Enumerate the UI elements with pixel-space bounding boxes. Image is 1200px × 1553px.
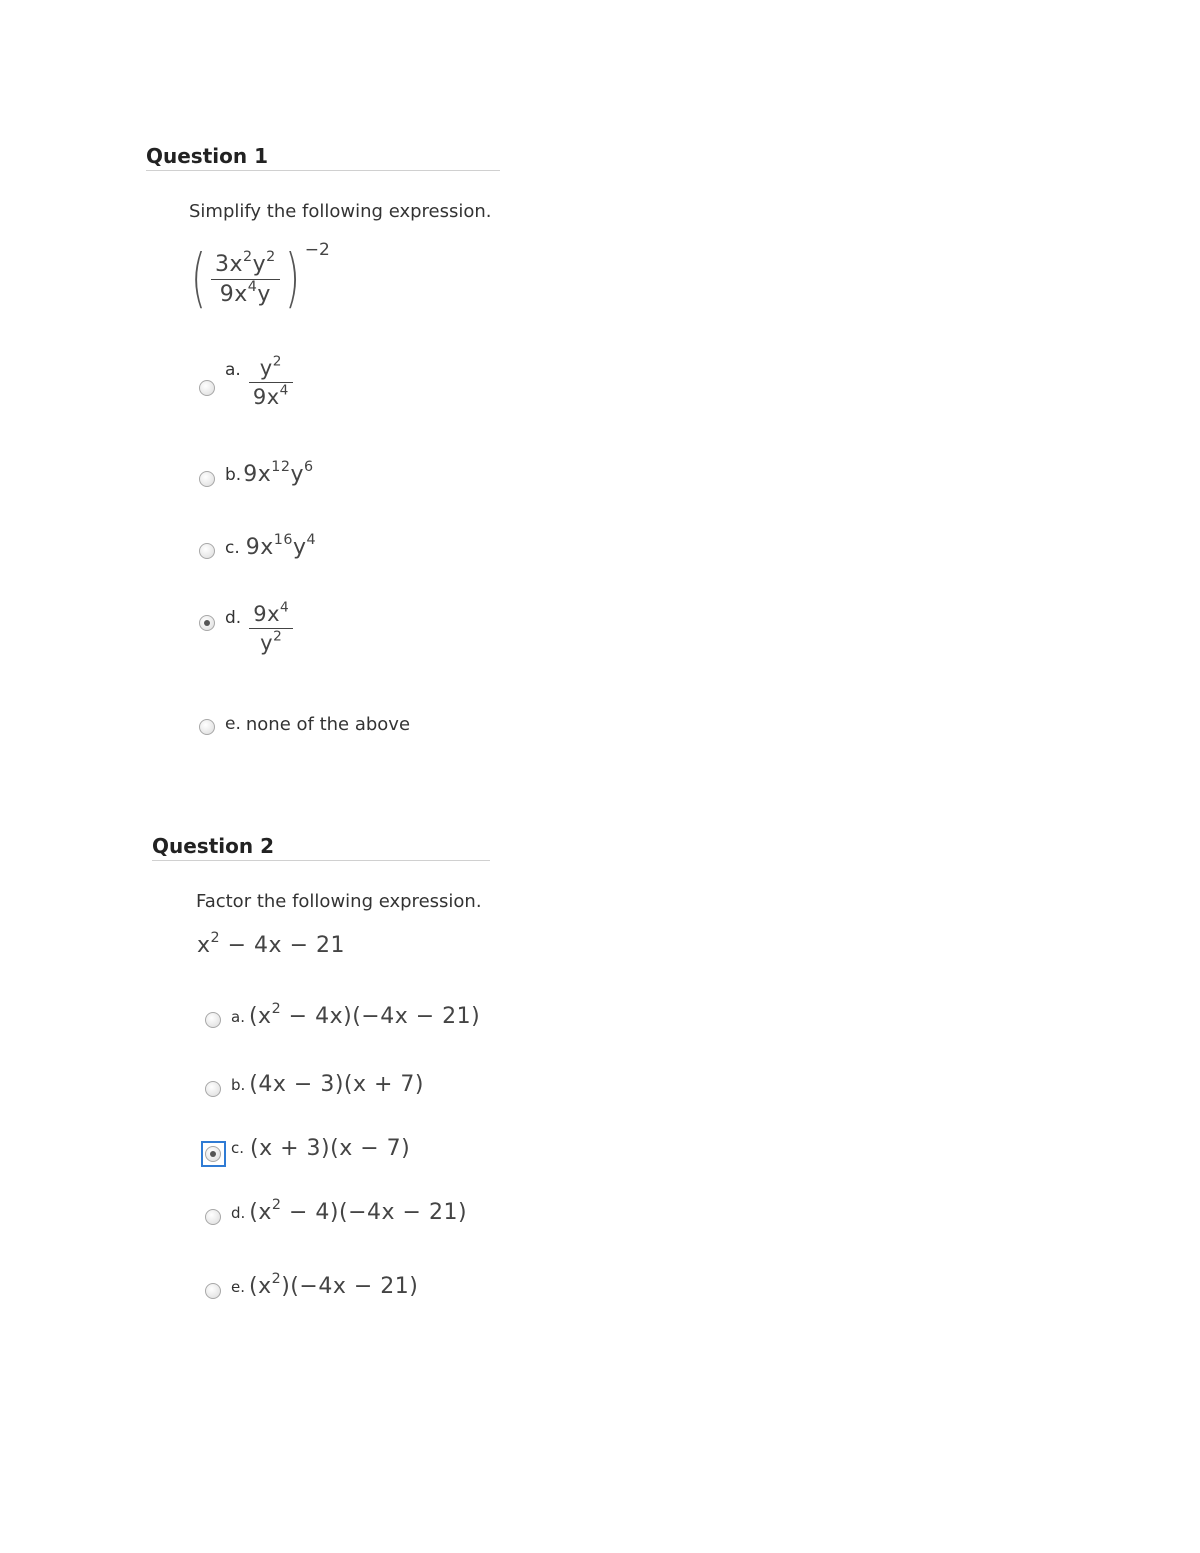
q1-num-exp-y: 2 [266, 248, 276, 265]
q1-option-b-radio[interactable] [199, 471, 215, 487]
q2-option-b-expression: (4x − 3)(x + 7) [249, 1072, 424, 1097]
q1a-den-base: 9x [252, 385, 280, 409]
q1b-base-y: y [290, 462, 304, 487]
q1b-exp-x: 12 [271, 459, 291, 475]
q2-option-b-radio[interactable] [205, 1081, 221, 1097]
q2-option-e[interactable] [205, 1271, 419, 1299]
q2-expr-base: x [197, 933, 211, 958]
q2-option-b-letter: b. [231, 1075, 246, 1094]
q1-option-e-label: none of the above [245, 713, 411, 735]
q1c-exp-x: 16 [273, 532, 293, 548]
q1c-base-x: 9x [245, 535, 274, 560]
q2-option-a-radio[interactable] [205, 1012, 221, 1028]
question-2-title-text: Question 2 [152, 834, 274, 858]
q2-option-c-radio[interactable] [205, 1146, 221, 1162]
q1a-num-base: y [259, 356, 273, 380]
q1-option-a[interactable] [199, 353, 293, 409]
q1-option-a-letter: a. [225, 360, 241, 380]
q1-num-y: y [252, 251, 267, 277]
q1-option-d-letter: d. [225, 608, 242, 628]
q1-option-d-radio[interactable] [199, 615, 215, 631]
question-1-fraction [211, 248, 280, 307]
q1d-num-exp: 4 [280, 599, 290, 616]
q2e-part-1: (x [249, 1274, 272, 1299]
q2-option-e-radio[interactable] [205, 1283, 221, 1299]
q1-option-c-letter: c. [225, 537, 240, 558]
q2-expr-exp: 2 [210, 930, 221, 946]
q1-option-a-fraction [249, 353, 293, 409]
q1c-exp-y: 4 [306, 532, 317, 548]
q2-option-c-letter: c. [231, 1139, 245, 1157]
q2-option-d[interactable] [205, 1197, 468, 1225]
q2-option-c[interactable] [205, 1134, 410, 1162]
q1b-base-x: 9x [243, 462, 272, 487]
question-2-prompt: Factor the following expression. [196, 891, 482, 912]
q2-option-d-letter: d. [231, 1203, 246, 1222]
q1-option-e-letter: e. [225, 714, 241, 734]
q2-option-c-expression: (x + 3)(x − 7) [250, 1135, 411, 1161]
q2d-exp: 2 [271, 1197, 282, 1213]
q1b-exp-y: 6 [303, 459, 314, 475]
q2a-exp: 2 [271, 1001, 282, 1017]
q2-option-e-letter: e. [231, 1277, 245, 1296]
q1-option-c-radio[interactable] [199, 543, 215, 559]
q2d-part-1: (x [249, 1200, 272, 1225]
q1-num-coef: 3x [214, 251, 243, 277]
q1-option-c-expression [245, 532, 317, 560]
question-1-outer-exponent: −2 [304, 240, 330, 260]
q2-option-a-expression [248, 1001, 481, 1029]
question-2-title [152, 834, 490, 861]
question-2-expression [197, 930, 345, 958]
q2d-part-2: − 4)(−4x − 21) [281, 1200, 468, 1225]
q1-option-b[interactable] [199, 459, 314, 487]
q2-option-a-letter: a. [231, 1007, 245, 1026]
q2a-part-1: (x [248, 1004, 272, 1029]
q1d-num-base: 9x [253, 602, 280, 626]
question-1-prompt: Simplify the following expression. [189, 201, 492, 222]
q2a-part-2: − 4x)(−4x − 21) [281, 1004, 481, 1029]
q1-option-a-radio[interactable] [199, 380, 215, 396]
question-1-expression: ( $\frac{3x^2y^2}{9x^4y}$ ) −2 [190, 240, 330, 316]
q2-option-d-radio[interactable] [205, 1209, 221, 1225]
q1-option-b-letter: b. [225, 464, 242, 485]
q1-den-exp-x: 4 [247, 278, 258, 295]
q1-option-d-fraction [249, 599, 293, 655]
q1-num-exp-x: 2 [243, 248, 253, 265]
q2-option-d-expression [249, 1197, 468, 1225]
q2-option-e-expression [249, 1271, 419, 1299]
q1-option-b-expression [243, 459, 314, 487]
q1c-base-y: y [293, 535, 307, 560]
q1-den-coef: 9x [219, 281, 248, 307]
q1-option-e-radio[interactable] [199, 719, 215, 735]
q1a-den-exp: 4 [279, 382, 289, 399]
q1d-den-base: y [260, 631, 274, 655]
q1d-den-exp: 2 [273, 628, 283, 645]
q1-option-c[interactable] [199, 532, 317, 560]
q2e-part-2: )(−4x − 21) [281, 1274, 419, 1299]
q2-option-b[interactable] [205, 1072, 424, 1097]
question-1-title [146, 144, 500, 171]
q1-option-e[interactable] [199, 713, 410, 735]
q2-option-a[interactable] [205, 1001, 481, 1029]
q2e-exp: 2 [271, 1271, 282, 1287]
q1a-num-exp: 2 [272, 353, 282, 370]
q1-option-d[interactable] [199, 599, 293, 655]
question-1-title-text: Question 1 [146, 144, 268, 168]
q1-den-y: y [257, 281, 271, 307]
q2-expr-rest: − 4x − 21 [220, 933, 345, 958]
